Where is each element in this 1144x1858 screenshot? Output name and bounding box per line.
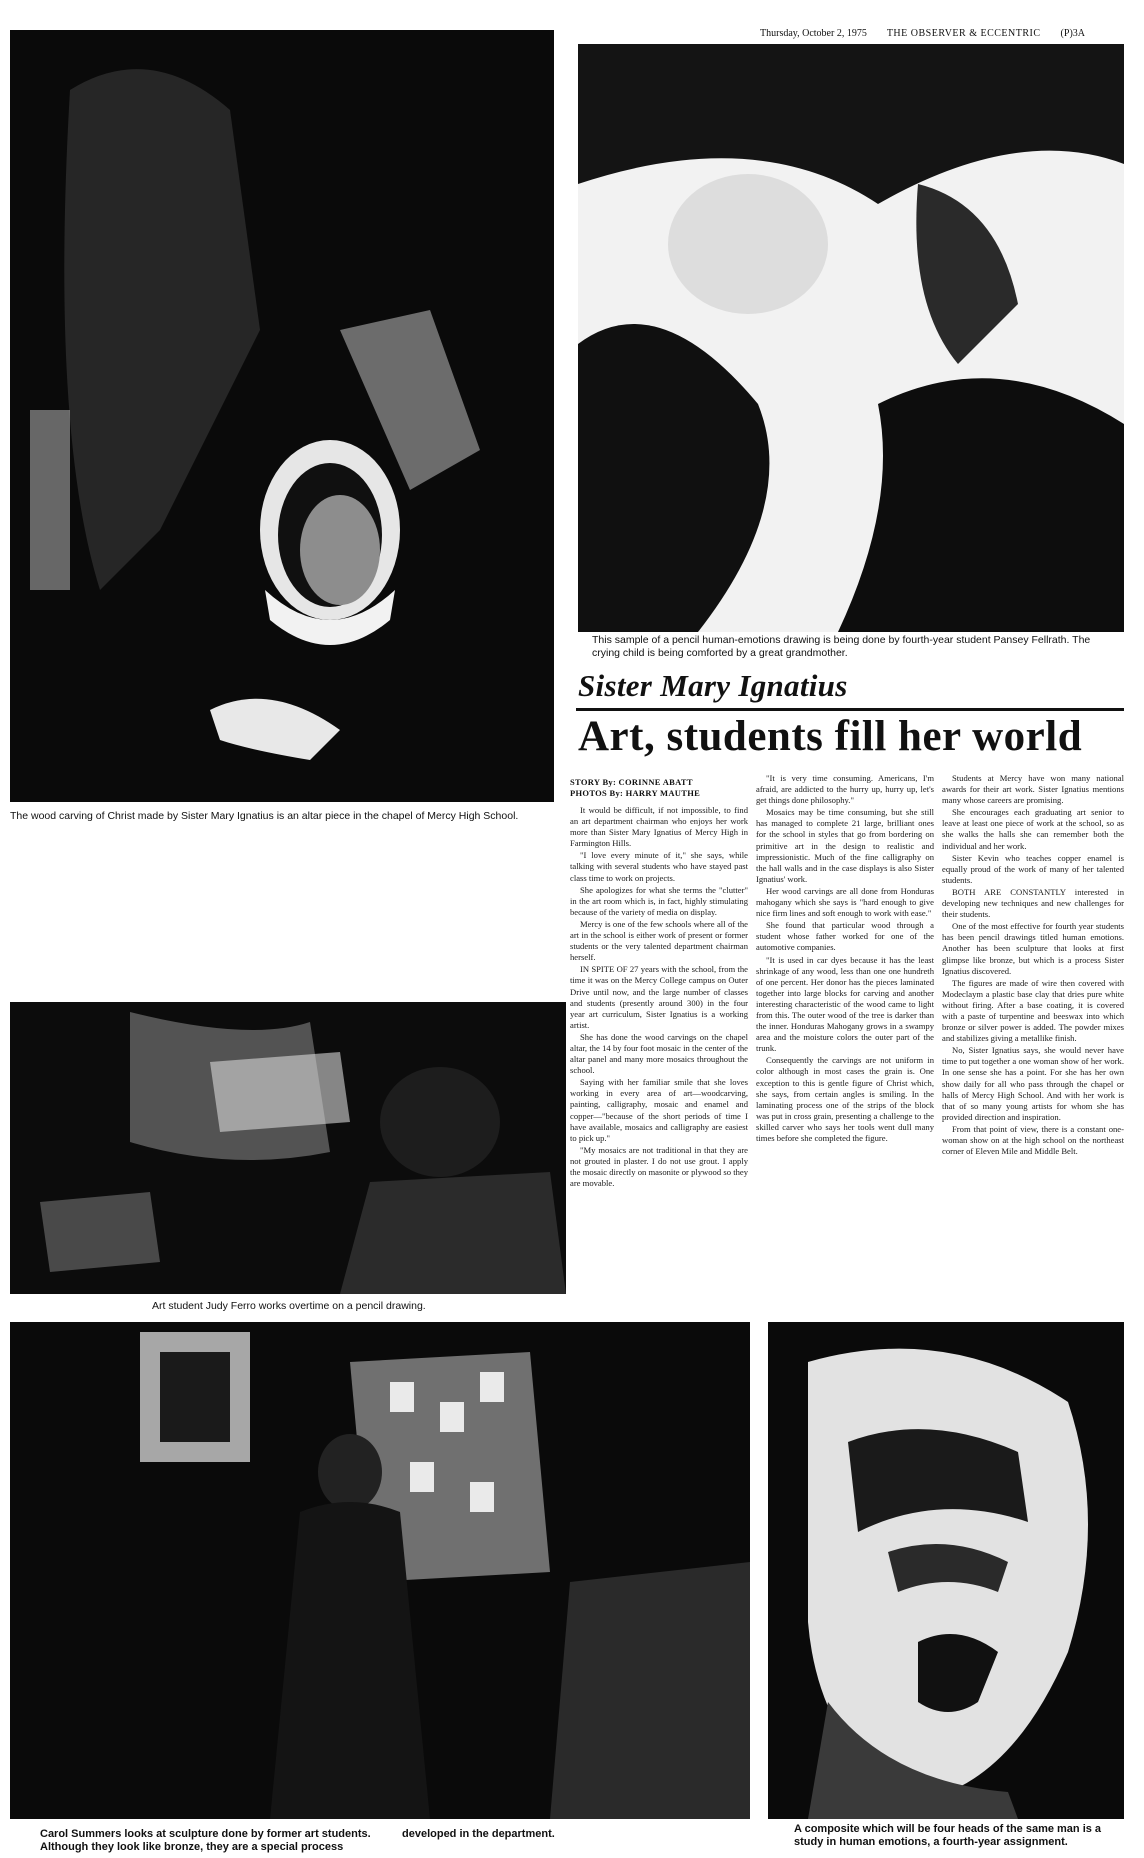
article-column-1 — [570, 805, 748, 1310]
paragraph: Mercy is one of the few schools where all of the art in the school is either work of present or former students or the very talented department chairman herself. — [570, 918, 748, 963]
paragraph: No, Sister Ignatius says, she would never have time to put together a one woman show of her work. In one sense she has a point. For she has her own show daily for all who pass through the chapel or halls of Mercy High School. And with her work is that of so many young artists for whom she has provided direction and inspiration. — [942, 1045, 1124, 1122]
photo-sister-mary-ignatius — [10, 30, 554, 802]
photo-pencil-drawing — [578, 44, 1124, 632]
paragraph: Consequently the carvings are not uniform in color although in most cases the grain is. One exception to this is gentle figure of Christ which, she says, from certain angles is smiling. In the laminating process one of the strips of the block was put in cross grain, presenting a challenge to the skilled carver who says her tools went dull many times before she completed the figure. — [756, 1055, 934, 1143]
paragraph: Students at Mercy have won many national awards for their art work. Sister Ignatius mentions many whose careers are promising. — [942, 773, 1124, 806]
paragraph: Sister Kevin who teaches copper enamel is equally proud of the work of many of her talented students. — [942, 852, 1124, 885]
caption-pencil-drawing: This sample of a pencil human-emotions drawing is being done by fourth-year student Pansey Fellrath. The crying child is being comforted by a great grandmother. — [592, 634, 1091, 659]
paragraph: She has done the wood carvings on the chapel altar, the 14 by four foot mosaic in the center of the altar panel and many more mosaics throughout the school. — [570, 1031, 748, 1076]
photo-judy-ferro — [10, 1002, 566, 1294]
caption-judy-ferro: Art student Judy Ferro works overtime on a pencil drawing. — [152, 1300, 426, 1312]
byline-photos: PHOTOS By: HARRY MAUTHE — [570, 788, 701, 798]
paragraph: "My mosaics are not traditional in that they are not grouted in plaster. I do not use grout. I apply the mosaic directly on masonite or plywood so they are movable. — [570, 1144, 748, 1189]
article-column-3 — [942, 773, 1124, 1310]
byline-story: STORY By: CORINNE ABATT — [570, 777, 693, 787]
paragraph: "I love every minute of it," she says, while talking with several students who have stayed past class time to work on projects. — [570, 850, 748, 883]
paragraph: From that point of view, there is a constant one-woman show on at the high school on the northeast corner of Eleven Mile and Middle Belt. — [942, 1123, 1124, 1157]
header-date: Thursday, October 2, 1975 — [760, 28, 867, 39]
photo-sculpture-room — [10, 1322, 750, 1819]
headline-rule — [576, 708, 1124, 711]
header-paper-name: THE OBSERVER & ECCENTRIC — [886, 28, 1041, 39]
header-page-number: (P)3A — [1060, 28, 1085, 39]
caption-composite-heads: A composite which will be four heads of the same man is a study in human emotions, a fourth-year assignment. — [794, 1823, 1102, 1848]
caption-carol-summers: Carol Summers looks at sculpture done by former art students. Although they look like bronze, they are a special process — [40, 1828, 371, 1853]
paragraph: It would be difficult, if not impossible, to find an art department chairman who enjoys her work more than Sister Mary Ignatius of Mercy High in Farmington Hills. — [570, 805, 748, 849]
paragraph: One of the most effective for fourth year students has been pencil drawings titled human emotions. Another has been sculpture that looks at first glimpse like bronze, but which is a process Sister Ignatius discovered. — [942, 921, 1124, 976]
paragraph: IN SPITE OF 27 years with the school, from the time it was on the Mercy College campus on Outer Drive until now, and the large number of classes and students (presently around 300) in the four year art curriculum, Sister Ignatius is a working artist. — [570, 964, 748, 1030]
headline-kicker: Sister Mary Ignatius — [578, 668, 848, 703]
paragraph: The figures are made of wire then covered with Modeclaym a plastic base clay that dries pure white without firing. After a base coating, it is covered with a paste of turpentine and beeswax into which bronze or silver power is added. The powder mixes and stabilizes giving a metallike finish. — [942, 977, 1124, 1044]
caption-carol-summers-continued: developed in the department. — [402, 1828, 555, 1840]
paragraph: BOTH ARE CONSTANTLY interested in developing new techniques and new challenges for their students. — [942, 886, 1124, 920]
photo-composite-heads — [768, 1322, 1124, 1819]
byline — [570, 777, 748, 799]
paragraph: She apologizes for what she terms the "clutter" in the art room which is, in fact, highly stimulating because of the variety of media on display. — [570, 884, 748, 917]
page-header — [760, 28, 1124, 44]
headline: Art, students fill her world — [578, 713, 1083, 760]
paragraph: "It is very time consuming. Americans, I'm afraid, are addicted to the hurry up, hurry up, let's get things done philosophy." — [756, 773, 934, 806]
paragraph: Her wood carvings are all done from Honduras mahogany which she says is "hard enough to give nice firm lines and soft enough to work with ease." — [756, 885, 934, 919]
paragraph: Saying with her familiar smile that she loves working in every area of art—woodcarving, painting, calligraphy, mosaic and enamel and copper—"because of the short periods of time I have available, mosaics and calligraphy are easiest to pick up." — [570, 1077, 748, 1143]
article-column-2 — [756, 773, 934, 1310]
paragraph: Mosaics may be time consuming, but she still has managed to complete 21 large, brilliant ones for the school in styles that go from bordering on primitive art in the design to realistic and impressionistic. Much of the fine calligraphy on the hall walls and in the case displays is also Sister Ignatius' work. — [756, 807, 934, 884]
paragraph: She encourages each graduating art senior to leave at least one piece of work at the school, so as she walks the halls she can remember both the individual and her work. — [942, 807, 1124, 851]
paragraph: She found that particular wood through a student whose father worked for one of the automotive companies. — [756, 920, 934, 953]
paragraph: "It is used in car dyes because it has the least shrinkage of any wood, less than one one hundreth of one percent. Her donor has the pieces laminated together into large blocks for carving and another interesting characteristic of the wood came to light from this. The outer wood of the tree is darker than the inner. Honduras Mahogany grows in a swampy area and the moisture colors the outer part of the trunk. — [756, 954, 934, 1054]
caption-wood-carving: The wood carving of Christ made by Sister Mary Ignatius is an altar piece in the chapel of Mercy High School. — [10, 810, 519, 822]
